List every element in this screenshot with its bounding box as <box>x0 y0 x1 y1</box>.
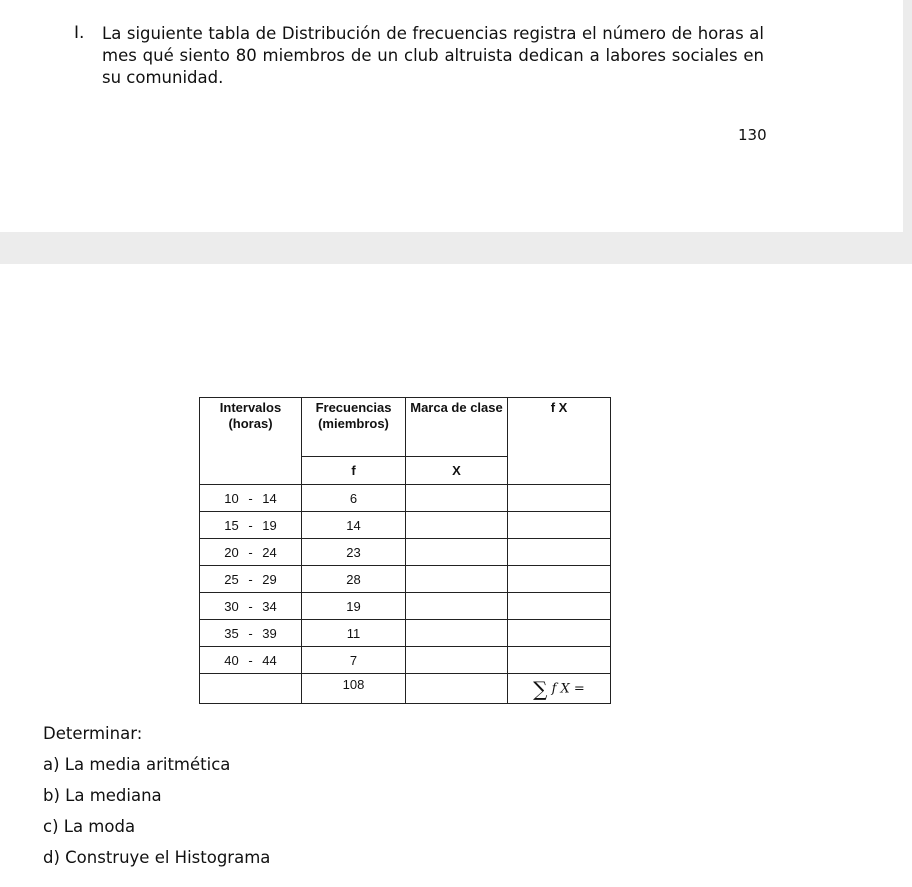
class-mark-cell <box>406 512 508 539</box>
fx-cell <box>508 512 611 539</box>
table-row <box>200 539 611 566</box>
fx-cell <box>508 593 611 620</box>
class-mark-cell <box>406 647 508 674</box>
frequency-cell: 19 <box>302 593 406 620</box>
determinar-title: Determinar: <box>43 724 143 743</box>
header-fx: f X <box>508 398 611 485</box>
question-text: La siguiente tabla de Distribución de frecuencias registra el número de horas al mes qué siento 80 miembros de un club altruista dedican a labores sociales en su comunidad. <box>102 24 764 87</box>
class-mark-cell <box>406 593 508 620</box>
interval-cell: 25 - 29 <box>200 566 302 593</box>
interval-cell: 15 - 19 <box>200 512 302 539</box>
sum-expression: f X = <box>551 681 585 696</box>
frequency-cell: 11 <box>302 620 406 647</box>
header-frequencies: Frecuencias (miembros) <box>302 398 406 457</box>
task-mode: c) La moda <box>43 817 136 836</box>
fx-cell <box>508 620 611 647</box>
task-histogram: d) Construye el Histograma <box>43 848 271 867</box>
header-intervals: Intervalos (horas) <box>200 398 302 485</box>
frequency-cell: 28 <box>302 566 406 593</box>
class-mark-cell <box>406 485 508 512</box>
class-mark-cell <box>406 539 508 566</box>
sigma-symbol: ∑ <box>533 676 548 701</box>
class-mark-cell <box>406 566 508 593</box>
frequency-cell: 6 <box>302 485 406 512</box>
table-row <box>200 620 611 647</box>
total-class-mark-cell <box>406 674 508 704</box>
frequency-table <box>199 397 611 704</box>
table-row <box>200 593 611 620</box>
question-number: I. <box>74 23 85 43</box>
interval-cell: 40 - 44 <box>200 647 302 674</box>
header-class-mark: Marca de clase <box>406 398 508 457</box>
page-gap <box>0 232 912 264</box>
table-row <box>200 512 611 539</box>
total-frequency-cell: 108 <box>302 674 406 704</box>
interval-cell: 35 - 39 <box>200 620 302 647</box>
task-median: b) La mediana <box>43 786 162 805</box>
sum-fx-cell <box>508 674 611 704</box>
page-edge <box>903 0 912 232</box>
subheader-x: X <box>406 456 508 484</box>
subheader-f: f <box>302 456 406 484</box>
total-label-cell <box>200 674 302 704</box>
fx-cell <box>508 566 611 593</box>
fx-cell <box>508 539 611 566</box>
total-row <box>200 674 611 704</box>
table-row <box>200 647 611 674</box>
fx-cell <box>508 647 611 674</box>
frequency-cell: 23 <box>302 539 406 566</box>
fx-cell <box>508 485 611 512</box>
frequency-cell: 7 <box>302 647 406 674</box>
table-row <box>200 485 611 512</box>
interval-cell: 30 - 34 <box>200 593 302 620</box>
interval-cell: 10 - 14 <box>200 485 302 512</box>
table-row <box>200 566 611 593</box>
task-mean: a) La media aritmética <box>43 755 231 774</box>
class-mark-cell <box>406 620 508 647</box>
page-number: 130 <box>738 126 767 144</box>
interval-cell: 20 - 24 <box>200 539 302 566</box>
frequency-cell: 14 <box>302 512 406 539</box>
